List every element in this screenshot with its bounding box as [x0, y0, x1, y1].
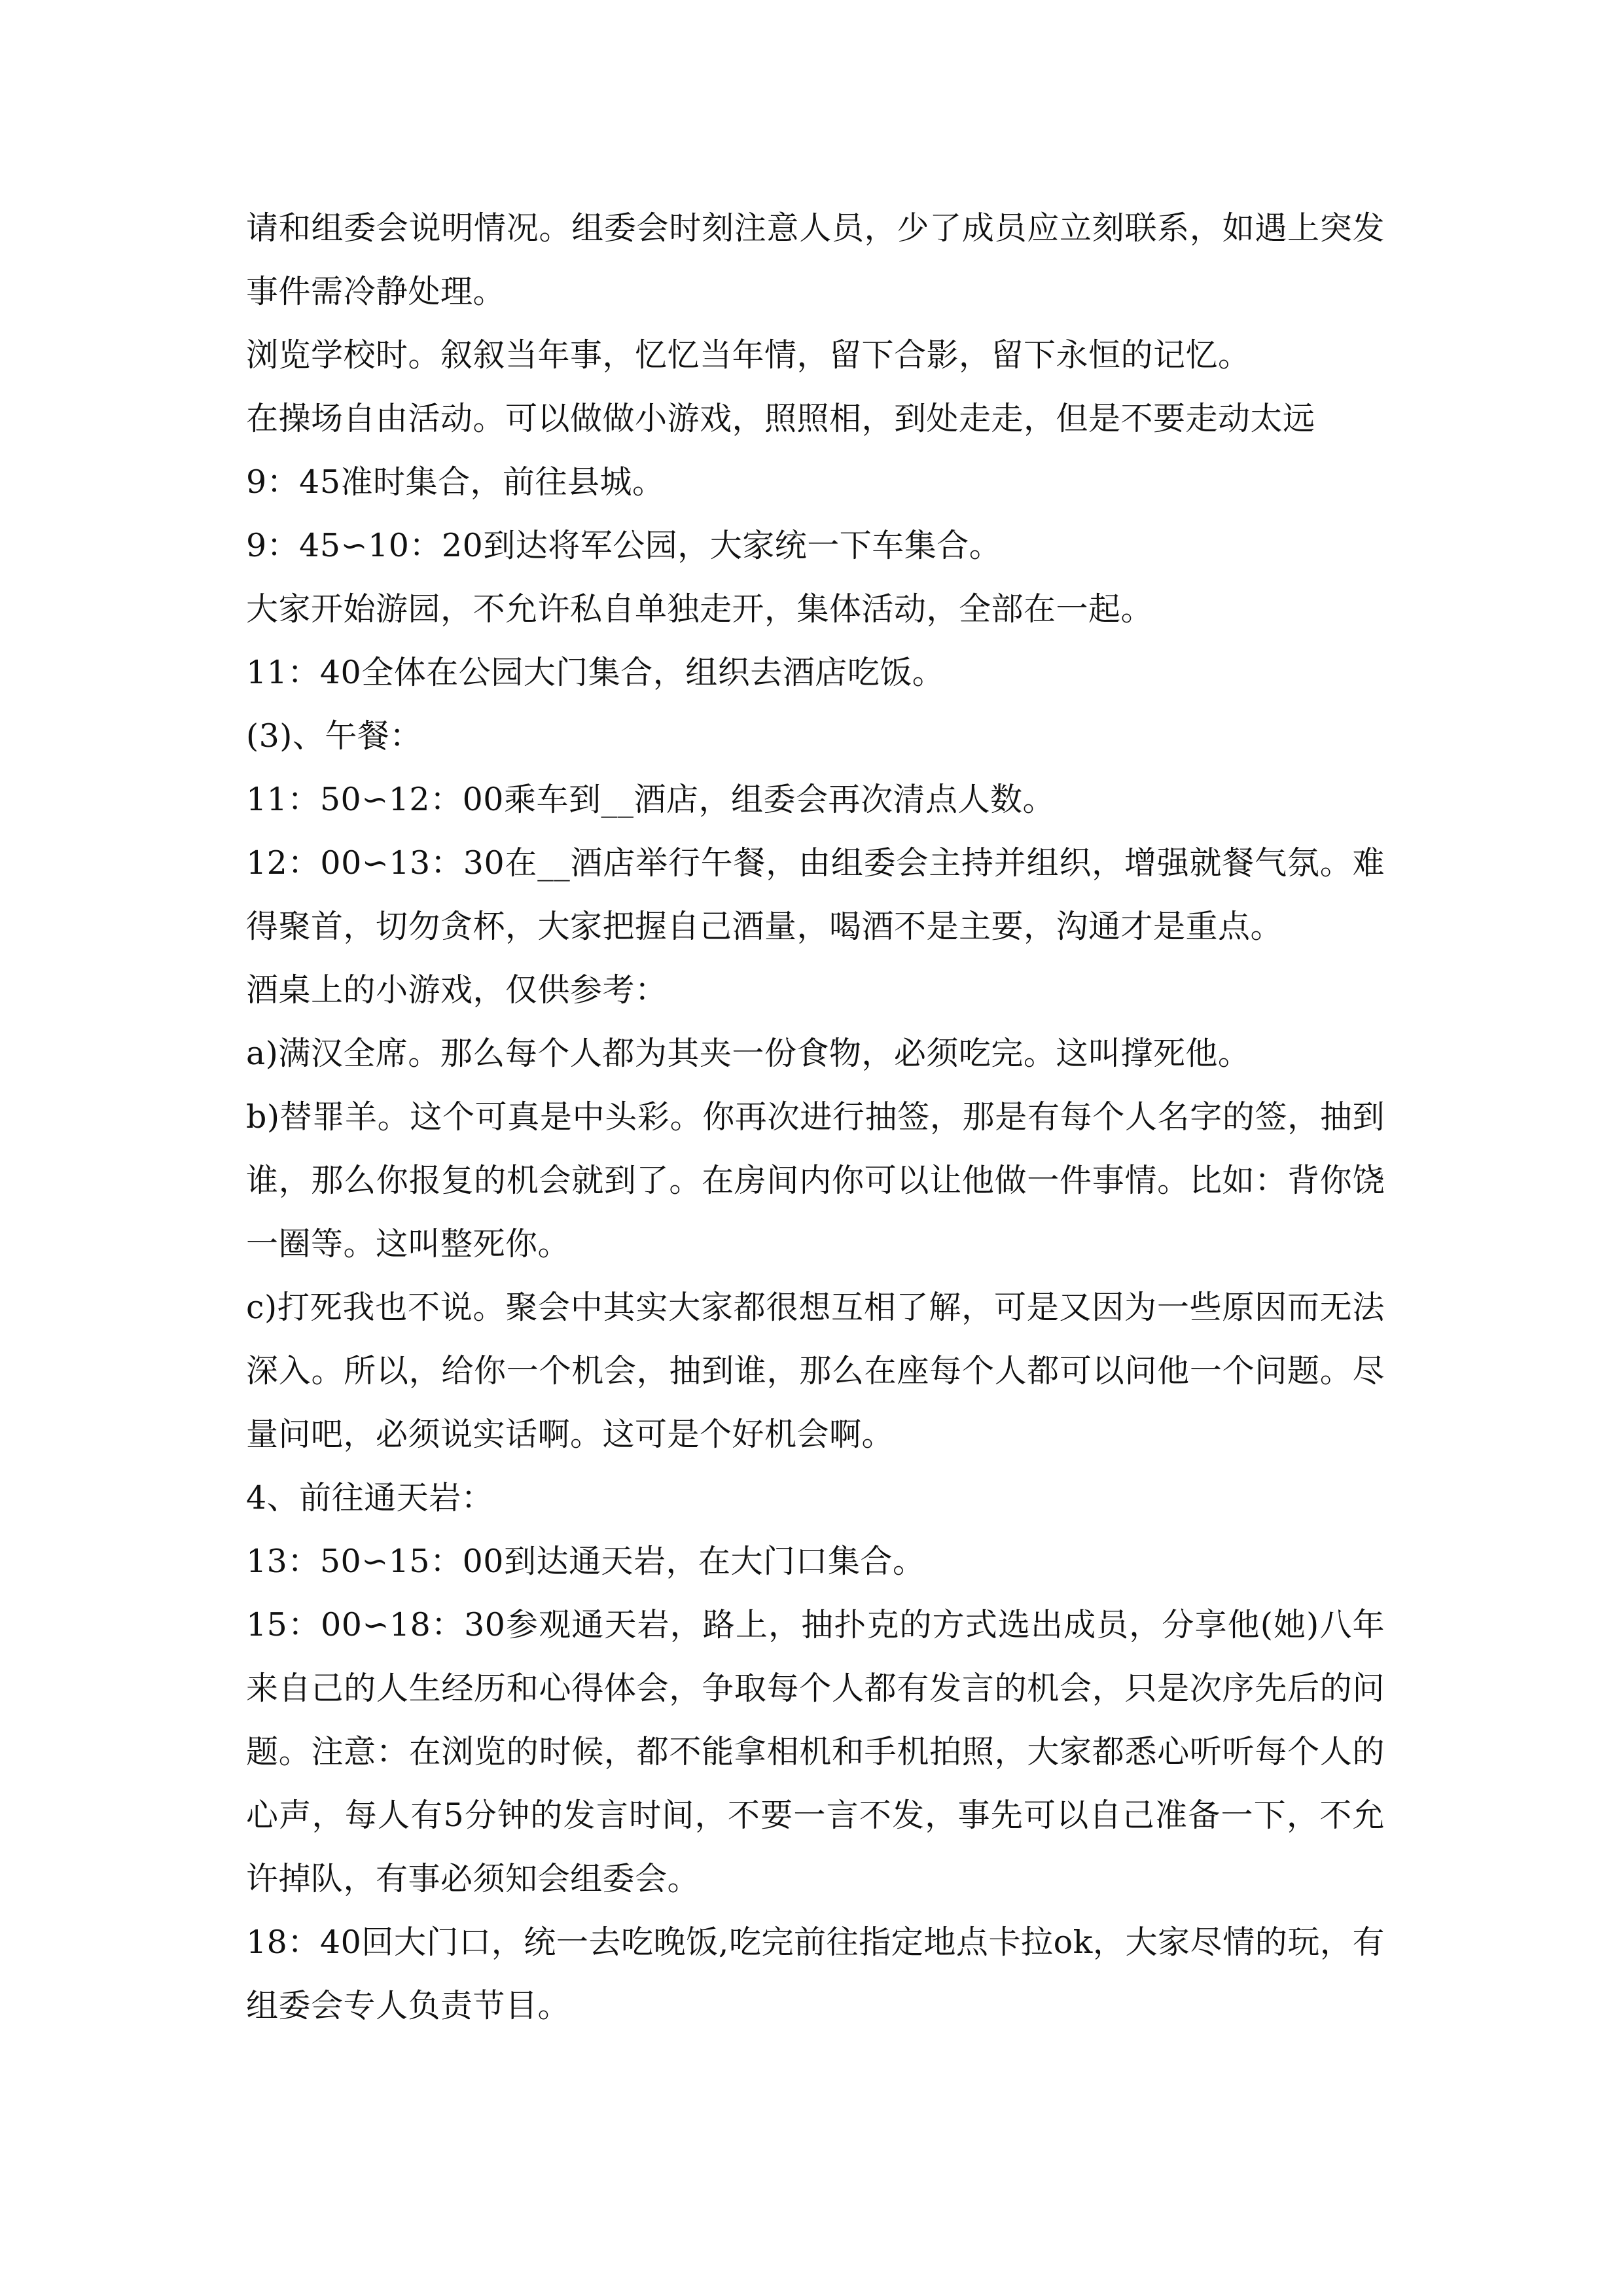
paragraph: 请和组委会说明情况。组委会时刻注意人员，少了成员应立刻联系，如遇上突发事件需冷静处理。 — [246, 209, 1385, 310]
paragraph: 11：50∽12：00乘车到__酒店，组委会再次清点人数。 — [246, 781, 1055, 818]
paragraph: 15：00∽18：30参观通天岩，路上，抽扑克的方式选出成员，分享他(她)八年来自己的人生经历和心得体会，争取每个人都有发言的机会，只是次序先后的问题。注意：在浏览的时候，都不能拿相机和手机拍照，大家都悉心听听每个人的心声，每人有5分钟的发言时间，不要一言不发，事先可以自己准备一下，不允许掉队，有事必须知会组委会。 — [246, 1606, 1385, 1897]
paragraph: 在操场自由活动。可以做做小游戏，照照相，到处走走，但是不要走动太远 — [246, 400, 1315, 437]
list-item: c)打死我也不说。聚会中其实大家都很想互相了解，可是又因为一些原因而无法深入。所以，给你一个机会，抽到谁，那么在座每个人都可以问他一个问题。尽量问吧，必须说实话啊。这可是个好机会啊。 — [246, 1289, 1385, 1453]
paragraph: 大家开始游园，不允许私自单独走开，集体活动，全部在一起。 — [246, 590, 1154, 628]
document-body — [246, 196, 1385, 2037]
section-heading: (3)、午餐： — [246, 717, 422, 755]
list-item: a)满汉全席。那么每个人都为其夹一份食物，必须吃完。这叫撑死他。 — [246, 1035, 1251, 1072]
paragraph: 12：00∽13：30在__酒店举行午餐，由组委会主持并组织，增强就餐气氛。难得聚首，切勿贪杯，大家把握自己酒量，喝酒不是主要，沟通才是重点。 — [246, 844, 1385, 945]
paragraph: 13：50∽15：00到达通天岩，在大门口集合。 — [246, 1543, 925, 1580]
paragraph: 9：45准时集合，前往县城。 — [246, 463, 665, 501]
section-heading: 4、前往通天岩： — [246, 1479, 494, 1516]
paragraph: 酒桌上的小游戏，仅供参考： — [246, 971, 668, 1009]
paragraph: 浏览学校时。叙叙当年事，忆忆当年情，留下合影，留下永恒的记忆。 — [246, 336, 1251, 374]
paragraph: 9：45∽10：20到达将军公园，大家统一下车集合。 — [246, 527, 1002, 564]
paragraph: 11：40全体在公园大门集合，组织去酒店吃饭。 — [246, 654, 945, 691]
paragraph: 18：40回大门口，统一去吃晚饭,吃完前往指定地点卡拉ok，大家尽情的玩，有组委会专人负责节目。 — [246, 1924, 1385, 2024]
list-item: b)替罪羊。这个可真是中头彩。你再次进行抽签，那是有每个人名字的签，抽到谁，那么你报复的机会就到了。在房间内你可以让他做一件事情。比如：背你饶一圈等。这叫整死你。 — [246, 1098, 1385, 1263]
